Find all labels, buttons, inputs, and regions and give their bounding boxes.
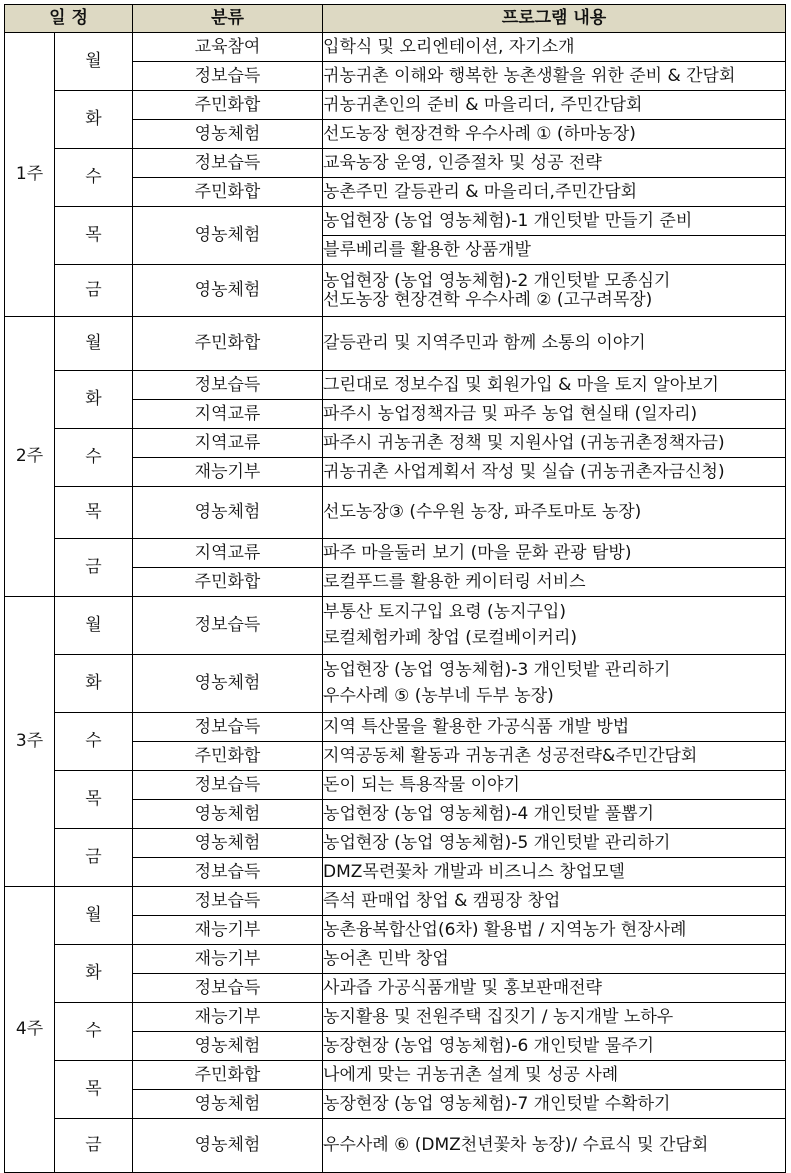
day-label: 화 <box>55 655 133 713</box>
day-label: 월 <box>55 33 133 91</box>
content-cell: 농업현장 (농업 영농체험)-1 개인텃밭 만들기 준비 <box>323 207 786 236</box>
day-label: 수 <box>55 429 133 487</box>
content-cell: 갈등관리 및 지역주민과 함께 소통의 이야기 <box>323 317 786 371</box>
category-cell: 영농체험 <box>133 655 323 713</box>
table-row <box>5 487 786 539</box>
content-cell: 농장현장 (농업 영농체험)-7 개인텃밭 수확하기 <box>323 1090 786 1119</box>
content-cell: 그린대로 정보수집 및 회원가입 & 마을 토지 알아보기 <box>323 371 786 400</box>
table-row <box>5 655 786 713</box>
category-cell: 영농체험 <box>133 265 323 317</box>
category-cell: 영농체험 <box>133 1090 323 1119</box>
content-cell: 파주 마을둘러 보기 (마을 문화 관광 탐방) <box>323 539 786 568</box>
table-row <box>5 1119 786 1173</box>
table-row <box>5 771 786 800</box>
day-label: 수 <box>55 713 133 771</box>
content-line: 선도농장 현장견학 우수사례 ② (고구려목장) <box>323 289 653 310</box>
header-schedule: 일 정 <box>5 5 133 33</box>
day-label: 월 <box>55 317 133 371</box>
table-row <box>5 91 786 120</box>
content-cell <box>323 265 786 317</box>
category-cell: 영농체험 <box>133 487 323 539</box>
content-cell: 로컬푸드를 활용한 케이터링 서비스 <box>323 568 786 597</box>
category-cell: 영농체험 <box>133 120 323 149</box>
content-cell <box>323 597 786 655</box>
content-cell: 농업현장 (농업 영농체험)-4 개인텃밭 풀뽑기 <box>323 800 786 829</box>
category-cell: 주민화합 <box>133 178 323 207</box>
category-cell: 주민화합 <box>133 317 323 371</box>
content-cell <box>323 655 786 713</box>
day-label: 화 <box>55 91 133 149</box>
day-label: 금 <box>55 539 133 597</box>
day-label: 금 <box>55 829 133 887</box>
content-cell: DMZ목련꽃차 개발과 비즈니스 창업모델 <box>323 858 786 887</box>
category-cell: 영농체험 <box>133 1032 323 1061</box>
category-cell: 정보습득 <box>133 887 323 916</box>
category-cell: 정보습득 <box>133 149 323 178</box>
content-line: 농업현장 (농업 영농체험)-3 개인텃밭 관리하기 <box>323 660 671 681</box>
day-label: 월 <box>55 887 133 945</box>
content-cell: 사과즙 가공식품개발 및 홍보판매전략 <box>323 974 786 1003</box>
content-line: 부통산 토지구입 요령 (농지구입) <box>323 602 566 623</box>
category-cell: 재능기부 <box>133 458 323 487</box>
day-label: 목 <box>55 771 133 829</box>
content-cell: 농장현장 (농업 영농체험)-6 개인텃밭 물주기 <box>323 1032 786 1061</box>
table-row <box>5 371 786 400</box>
content-cell: 선도농장 현장견학 우수사례 ① (하마농장) <box>323 120 786 149</box>
header-category: 분류 <box>133 5 323 33</box>
category-cell: 정보습득 <box>133 858 323 887</box>
table-row <box>5 945 786 974</box>
table-row <box>5 597 786 655</box>
table-row <box>5 1061 786 1090</box>
content-line: 로컬체험카페 창업 (로컬베이커리) <box>323 628 577 648</box>
content-cell: 입학식 및 오리엔테이션, 자기소개 <box>323 33 786 62</box>
header-row <box>5 5 786 33</box>
table-row <box>5 887 786 916</box>
content-cell: 귀농귀촌인의 준비 & 마을리더, 주민간담회 <box>323 91 786 120</box>
table-row <box>5 1003 786 1032</box>
category-cell: 주민화합 <box>133 91 323 120</box>
category-cell: 영농체험 <box>133 829 323 858</box>
table-row <box>5 429 786 458</box>
day-label: 목 <box>55 207 133 265</box>
table-row <box>5 33 786 62</box>
day-label: 수 <box>55 149 133 207</box>
category-cell: 재능기부 <box>133 945 323 974</box>
content-cell: 지역공동체 활동과 귀농귀촌 성공전략&주민간담회 <box>323 742 786 771</box>
content-cell: 블루베리를 활용한 상품개발 <box>323 236 786 265</box>
table-row <box>5 149 786 178</box>
day-label: 목 <box>55 1061 133 1119</box>
week-label: 1주 <box>5 33 55 317</box>
day-label: 금 <box>55 1119 133 1173</box>
category-cell: 정보습득 <box>133 771 323 800</box>
category-cell: 지역교류 <box>133 400 323 429</box>
content-cell: 농지활용 및 전원주택 집짓기 / 농지개발 노하우 <box>323 1003 786 1032</box>
day-label: 화 <box>55 371 133 429</box>
category-cell: 영농체험 <box>133 207 323 265</box>
table-row <box>5 317 786 371</box>
table-row <box>5 713 786 742</box>
content-cell: 농촌융복합산업(6차) 활용법 / 지역농가 현장사례 <box>323 916 786 945</box>
table-row <box>5 207 786 236</box>
header-content: 프로그램 내용 <box>323 5 786 33</box>
category-cell: 영농체험 <box>133 800 323 829</box>
program-schedule-table <box>4 4 786 1173</box>
day-label: 금 <box>55 265 133 317</box>
category-cell: 정보습득 <box>133 371 323 400</box>
category-cell: 정보습득 <box>133 62 323 91</box>
content-cell: 귀농귀촌 사업계획서 작성 및 실습 (귀농귀촌자금신청) <box>323 458 786 487</box>
content-cell: 파주시 농업정책자금 및 파주 농업 현실태 (일자리) <box>323 400 786 429</box>
content-cell: 나에게 맞는 귀농귀촌 설계 및 성공 사례 <box>323 1061 786 1090</box>
content-cell: 선도농장③ (수우원 농장, 파주토마토 농장) <box>323 487 786 539</box>
day-label: 화 <box>55 945 133 1003</box>
week-label: 4주 <box>5 887 55 1173</box>
category-cell: 주민화합 <box>133 568 323 597</box>
category-cell: 교육참여 <box>133 33 323 62</box>
category-cell: 정보습득 <box>133 597 323 655</box>
week-label: 3주 <box>5 597 55 887</box>
table-row <box>5 265 786 317</box>
category-cell: 정보습득 <box>133 974 323 1003</box>
category-cell: 재능기부 <box>133 1003 323 1032</box>
category-cell: 지역교류 <box>133 429 323 458</box>
content-cell: 우수사례 ⑥ (DMZ천년꽃차 농장)/ 수료식 및 간담회 <box>323 1119 786 1173</box>
content-cell: 농업현장 (농업 영농체험)-5 개인텃밭 관리하기 <box>323 829 786 858</box>
week-label: 2주 <box>5 317 55 597</box>
content-cell: 파주시 귀농귀촌 정책 및 지원사업 (귀농귀촌정책자금) <box>323 429 786 458</box>
content-cell: 농촌주민 갈등관리 & 마을리더,주민간담회 <box>323 178 786 207</box>
table-row <box>5 539 786 568</box>
day-label: 목 <box>55 487 133 539</box>
table-row <box>5 829 786 858</box>
category-cell: 지역교류 <box>133 539 323 568</box>
category-cell: 재능기부 <box>133 916 323 945</box>
category-cell: 주민화합 <box>133 742 323 771</box>
content-line: 우수사례 ⑤ (농부네 두부 농장) <box>323 686 554 706</box>
content-cell: 농어촌 민박 창업 <box>323 945 786 974</box>
day-label: 월 <box>55 597 133 655</box>
content-cell: 귀농귀촌 이해와 행복한 농촌생활을 위한 준비 & 간담회 <box>323 62 786 91</box>
content-line: 농업현장 (농업 영농체험)-2 개인텃밭 모종심기 <box>323 270 671 291</box>
content-cell: 교육농장 운영, 인증절차 및 성공 전략 <box>323 149 786 178</box>
category-cell: 영농체험 <box>133 1119 323 1173</box>
category-cell: 정보습득 <box>133 713 323 742</box>
content-cell: 즉석 판매업 창업 & 캠핑장 창업 <box>323 887 786 916</box>
category-cell: 주민화합 <box>133 1061 323 1090</box>
content-cell: 돈이 되는 특용작물 이야기 <box>323 771 786 800</box>
day-label: 수 <box>55 1003 133 1061</box>
content-cell: 지역 특산물을 활용한 가공식품 개발 방법 <box>323 713 786 742</box>
